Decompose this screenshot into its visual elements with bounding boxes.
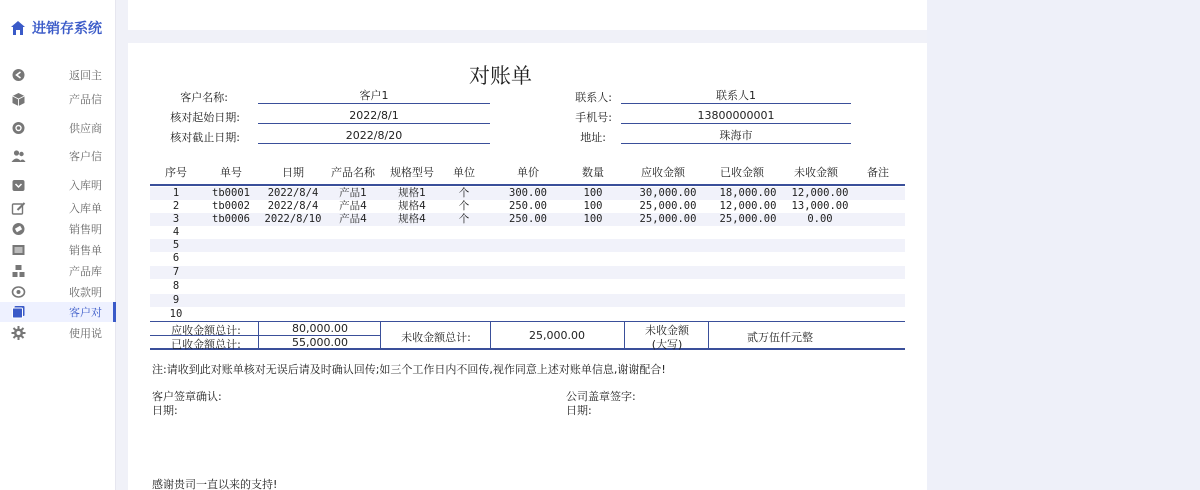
warehouse-icon	[11, 264, 26, 278]
col-header-price: 单价	[517, 166, 539, 179]
inbox-icon	[11, 178, 26, 192]
col-header-unreceived: 未收金额	[794, 166, 838, 179]
sidebar-item-suppliers[interactable]	[0, 118, 116, 138]
top-panel	[128, 0, 927, 30]
cell-qty: 100	[583, 187, 603, 199]
table-row	[150, 266, 905, 279]
cell-no: 8	[172, 280, 180, 292]
table-row	[150, 187, 905, 200]
tag-icon	[11, 222, 26, 236]
cell-receivable: 25,000.00	[639, 200, 697, 212]
sidebar-item-label: 产品信	[69, 93, 102, 106]
start-date-value: 2022/8/1	[258, 109, 490, 124]
sidebar-item-inbound-order[interactable]	[0, 198, 116, 218]
customer-label: 客户名称:	[180, 91, 228, 104]
cell-qty: 100	[583, 213, 603, 225]
cell-received: 18,000.00	[719, 187, 777, 199]
col-header-remark: 备注	[867, 166, 889, 179]
cell-product: 产品4	[339, 213, 367, 225]
cell-spec: 规格4	[398, 213, 426, 225]
sidebar-item-receipts[interactable]	[0, 282, 116, 302]
company-date-label: 日期:	[566, 404, 592, 417]
cell-unit: 个	[458, 187, 470, 199]
divider	[380, 322, 381, 349]
brand[interactable]	[10, 18, 102, 38]
col-header-order: 单号	[220, 166, 242, 179]
table-row	[150, 294, 905, 307]
list-icon	[11, 243, 26, 257]
col-header-received: 已收金额	[720, 166, 764, 179]
unreceived-total-value: 25,000.00	[529, 329, 585, 342]
cell-spec: 规格1	[398, 187, 426, 199]
end-date-value: 2022/8/20	[258, 129, 490, 144]
cell-no: 4	[172, 226, 180, 238]
cell-unreceived: 13,000.00	[791, 200, 849, 212]
back-icon	[11, 68, 26, 82]
customer-sign-label: 客户签章确认:	[152, 390, 222, 403]
col-header-qty: 数量	[582, 166, 604, 179]
cell-date: 2022/8/4	[267, 200, 319, 212]
customer-value: 客户1	[258, 89, 490, 104]
money-icon	[11, 285, 26, 299]
statement-sheet	[128, 43, 927, 490]
sidebar-item-label: 销售单	[69, 244, 102, 257]
cell-price: 300.00	[509, 187, 547, 199]
col-header-product: 产品名称	[331, 166, 375, 179]
sidebar-item-products[interactable]	[0, 89, 116, 109]
sidebar-item-label: 客户对	[69, 306, 102, 319]
cell-received: 25,000.00	[719, 213, 777, 225]
cell-date: 2022/8/4	[267, 187, 319, 199]
start-date-label: 核对起始日期:	[170, 111, 240, 124]
cell-order: tb0001	[212, 187, 250, 199]
receivable-total-value: 80,000.00	[292, 322, 348, 335]
received-total-label: 已收金额总计:	[171, 338, 241, 351]
sidebar	[0, 0, 116, 490]
cell-unit: 个	[458, 213, 470, 225]
cell-unreceived: 0.00	[807, 213, 833, 225]
customer-date-label: 日期:	[152, 404, 178, 417]
edit-icon	[11, 201, 26, 215]
contact-label: 联系人:	[575, 91, 612, 104]
summary-box	[150, 321, 905, 350]
cell-product: 产品4	[339, 200, 367, 212]
col-header-spec: 规格型号	[390, 166, 434, 179]
cell-receivable: 30,000.00	[639, 187, 697, 199]
sidebar-item-help[interactable]	[0, 323, 116, 343]
sidebar-item-home[interactable]	[0, 65, 116, 85]
amount-upper-label: 未收金额	[645, 324, 689, 337]
cell-spec: 规格4	[398, 200, 426, 212]
cell-order: tb0002	[212, 200, 250, 212]
table-row	[150, 280, 905, 293]
address-value: 珠海市	[621, 129, 851, 144]
table-row	[150, 239, 905, 252]
cell-date: 2022/8/10	[264, 213, 322, 225]
receivable-total-label: 应收金额总计:	[171, 324, 241, 337]
cell-no: 2	[172, 200, 180, 212]
table-row	[150, 308, 905, 321]
page-title: 对账单	[469, 64, 532, 88]
right-empty-area	[927, 0, 1200, 490]
cell-order: tb0006	[212, 213, 250, 225]
unreceived-total-label: 未收金额总计:	[401, 331, 471, 344]
phone-label: 手机号:	[575, 111, 612, 124]
sidebar-item-inbound-detail[interactable]	[0, 175, 116, 195]
sidebar-item-label: 产品库	[69, 265, 102, 278]
sidebar-item-sales-detail[interactable]	[0, 219, 116, 239]
cell-no: 7	[172, 266, 180, 278]
cell-receivable: 25,000.00	[639, 213, 697, 225]
col-header-no: 序号	[165, 166, 187, 179]
cell-no: 1	[172, 187, 180, 199]
divider	[708, 322, 709, 349]
header-rule	[150, 184, 905, 186]
users-icon	[11, 149, 26, 163]
cell-unit: 个	[458, 200, 470, 212]
sidebar-item-customers[interactable]	[0, 146, 116, 166]
table-row	[150, 213, 905, 226]
sidebar-item-label: 收款明	[69, 286, 102, 299]
sidebar-item-label: 使用说	[69, 327, 102, 340]
sidebar-item-label: 返回主	[69, 69, 102, 82]
sidebar-item-label: 入库明	[69, 179, 102, 192]
cell-qty: 100	[583, 200, 603, 212]
col-header-date: 日期	[282, 166, 304, 179]
address-label: 地址:	[580, 131, 606, 144]
table-row	[150, 226, 905, 239]
sidebar-item-label: 客户信	[69, 150, 102, 163]
supplier-icon	[11, 121, 26, 135]
cell-no: 5	[172, 239, 180, 251]
contact-value: 联系人1	[621, 89, 851, 104]
cell-unreceived: 12,000.00	[791, 187, 849, 199]
divider	[490, 322, 491, 349]
cell-no: 3	[172, 213, 180, 225]
statement-note: 注:请收到此对账单核对无误后请及时确认回传;如三个工作日内不回传,视作同意上述对账单信息,谢谢配合!	[152, 363, 666, 376]
gear-icon	[11, 326, 26, 340]
cell-received: 12,000.00	[719, 200, 777, 212]
sidebar-item-customer-statement[interactable]	[0, 302, 116, 322]
cell-no: 10	[169, 308, 183, 320]
received-total-value: 55,000.00	[292, 336, 348, 349]
box-icon	[11, 92, 26, 106]
table-row	[150, 252, 905, 265]
app-title: 进销存系统	[32, 21, 102, 37]
company-sign-label: 公司盖章签字:	[566, 390, 636, 403]
col-header-unit: 单位	[453, 166, 475, 179]
divider	[624, 322, 625, 349]
cell-price: 250.00	[509, 213, 547, 225]
thanks-text: 感谢贵司一直以来的支持!	[152, 478, 278, 490]
sidebar-item-label: 入库单	[69, 202, 102, 215]
amount-upper-label-sub: (大写)	[651, 338, 683, 351]
sidebar-item-label: 销售明	[69, 223, 102, 236]
phone-value: 13800000001	[621, 109, 851, 124]
cell-product: 产品1	[339, 187, 367, 199]
sidebar-item-sales-order[interactable]	[0, 240, 116, 260]
cell-no: 6	[172, 252, 180, 264]
table-row	[150, 200, 905, 213]
home-icon	[10, 20, 26, 36]
amount-upper-value: 贰万伍仟元整	[747, 331, 813, 344]
end-date-label: 核对截止日期:	[170, 131, 240, 144]
col-header-receivable: 应收金额	[641, 166, 685, 179]
cell-price: 250.00	[509, 200, 547, 212]
cell-no: 9	[172, 294, 180, 306]
sidebar-item-inventory[interactable]	[0, 261, 116, 281]
sidebar-item-label: 供应商	[69, 122, 102, 135]
statement-icon	[11, 305, 26, 319]
